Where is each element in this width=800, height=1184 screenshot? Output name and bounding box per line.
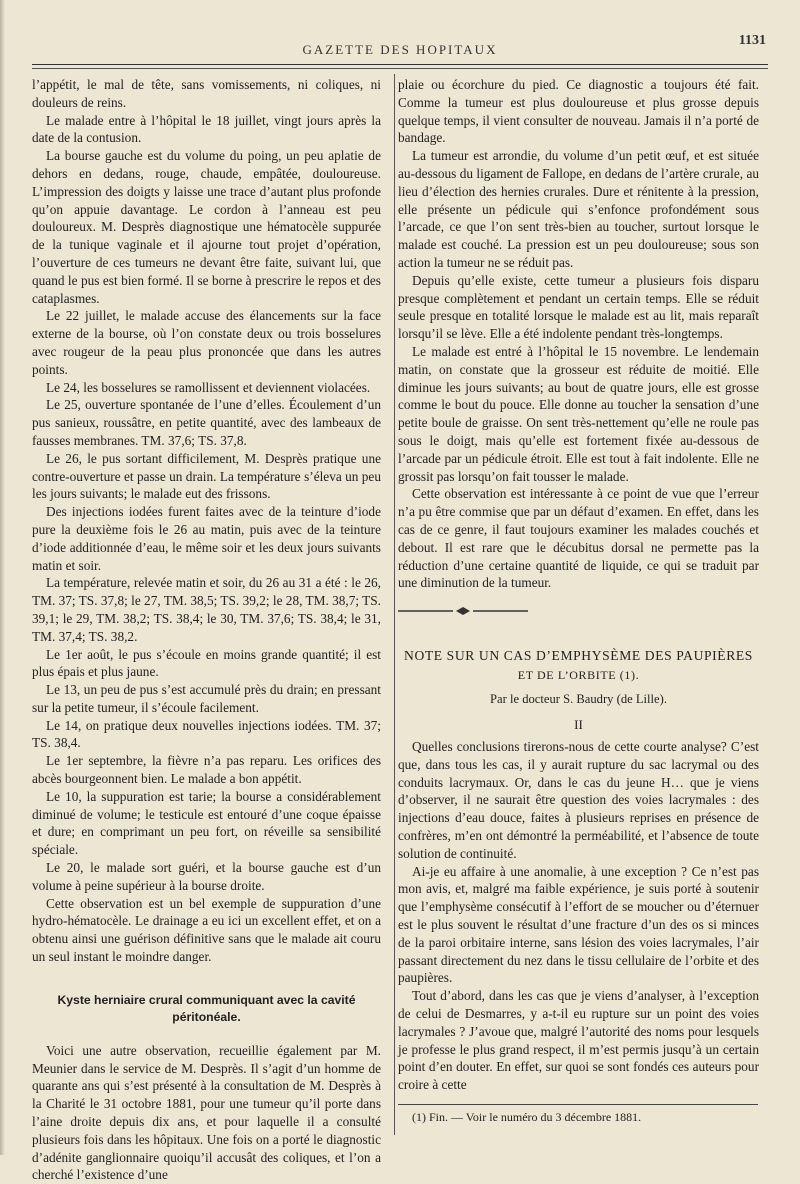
- section-title: Kyste herniaire crural communiquant avec la cavité péritonéale.: [57, 992, 356, 1024]
- paragraph: Le 1er août, le pus s’écoule en moins grande quantité; il est plus épais et plus jaune.: [32, 646, 381, 680]
- paragraph: Le 20, le malade sort guéri, et la bourse gauche est d’un volume à peine supérieur à la bourse droite.: [32, 860, 381, 893]
- paragraph: La température, relevée matin et soir, du 26 au 31 a été : le 26, TM. 37; TS. 37,8; le 27, TM. 38,5; TS. 39,2; le 28, TM. 38,7; TS. 39,1; le 29, TM. 38,2; TS. 38,4; le 30, TM. 37,6; TS. 38,4; le 31, TM. 37,4; TS. 38,2.: [32, 575, 381, 644]
- page-number: 1131: [738, 33, 766, 48]
- paragraph: Le malade est entré à l’hôpital le 15 novembre. Le lendemain matin, on constate que la grosseur est réduite de moitié. Elle diminue les jours suivants; au bout de quatre jours, elle est grosse comme le bout du pouce. Elle donne au toucher la sensation d’une petite boule de graisse. On sent très-nettement qu’elle ne roule pas sous le doigt, mais qu’elle est fortement fixée au-dessous de l’arcade par un pédicule étroit. Elle est tout à fait indolente. Elle ne grossit pas lorsqu’on fait tousser le malade.: [398, 343, 759, 484]
- note-title: NOTE SUR UN CAS D’EMPHYSÈME DES PAUPIÈRES: [404, 647, 753, 663]
- paragraph: La bourse gauche est du volume du poing, un peu aplatie de dehors en dedans, rouge, chaude, empâtée, douloureuse. L’impression des doigts y laisse une trace d’autant plus profonde qu’on appuie davantage. Le cordon à l’anneau est peu douloureux. M. Desprès diagnostique une hématocèle suppurée de la tunique vaginale et il ajourne tout projet d’opération, l’ouverture de ces tumeurs ne devant être faite, suivant lui, que quand le pus est bien formé. Il se borne à prescrire le repos et des cataplasmes.: [32, 148, 381, 306]
- paragraph: Le 13, un peu de pus s’est accumulé près du drain; en pressant sur la petite tumeur, il s’écoule facilement.: [32, 682, 381, 715]
- ornament-divider-icon: [398, 606, 528, 616]
- paragraph: Le 24, les bosselures se ramollissent et deviennent violacées.: [46, 379, 371, 395]
- paragraph: Voici une autre observation, recueillie également par M. Meunier dans le service de M. Desprès. Il s’agit d’un homme de quarante ans qui s’est présenté à la consultation de M. Desprès à la Charité le 31 octobre 1881, pour une tumeur qu’il porte dans l’aine droite depuis dix ans, et pour laquelle il a consulté plusieurs fois dans les hôpitaux. Une fois on a porté le diagnostic d’adénite ganglionnaire quoiqu’il accusât des coliques, et l’on a cherché l’existence d’une: [32, 1042, 381, 1183]
- footnote: (1) Fin. — Voir le numéro du 3 décembre 1881.: [412, 1110, 642, 1125]
- paragraph: Le 22 juillet, le malade accuse des élancements sur la face externe de la bourse, où l’on constate deux ou trois bosselures avec rougeur de la peau plus prononcée que dans les autres points.: [32, 308, 381, 377]
- paragraph: Le 25, ouverture spontanée de l’une d’elles. Écoulement d’un pus sanieux, roussâtre, en petite quantité, avec des lambeaux de fausses membranes. TM. 37,6; TS. 37,8.: [32, 397, 381, 448]
- paragraph: plaie ou écorchure du pied. Ce diagnostic a toujours été fait. Comme la tumeur est plus douloureuse et plus grosse depuis quelque temps, il vient consulter de nouveau. Jamais il n’a porté de bandage.: [398, 77, 759, 146]
- footnote-rule: [398, 1104, 758, 1105]
- header-rule: [32, 64, 768, 65]
- page-gutter-shadow: [0, 0, 5, 1155]
- section-number: II: [574, 717, 583, 733]
- note-subtitle: ET DE L’ORBITE (1).: [517, 667, 640, 682]
- column-separator: [394, 74, 395, 1135]
- paragraph: Le 1er septembre, la fièvre n’a pas reparu. Les orifices des abcès bourgeonnent bien. Le malade a bon appétit.: [32, 753, 381, 787]
- running-title: GAZETTE DES HOPITAUX: [302, 42, 498, 57]
- paragraph: Le malade entre à l’hôpital le 18 juillet, vingt jours après la date de la contusion.: [32, 112, 381, 146]
- right-column: [398, 76, 759, 1127]
- paragraph: Depuis qu’elle existe, cette tumeur a plusieurs fois disparu presque complètement et pendant un certain temps. Elle se réduit seule presque en totalité lorsque le malade est au lit, mais reparaît lorsqu’il se lève. Elle a été indolente pendant très-longtemps.: [398, 272, 759, 342]
- paragraph: Tout d’abord, dans les cas que je viens d’analyser, à l’exception de celui de Desmarres, y a-t-il eu rupture sur un point des voies lacrymales ? J’avoue que, malgré l’autorité des noms pour lesquels je professe le plus grand respect, il m’est permis jusqu’à un certain point d’en douter. En effet, sur quoi se sont fondés ces auteurs pour croire à cette: [398, 988, 759, 1093]
- paragraph: l’appétit, le mal de tête, sans vomissements, ni coliques, ni douleurs de reins.: [32, 77, 381, 110]
- note-author: Par le docteur S. Baudry (de Lille).: [490, 691, 667, 706]
- paragraph: Ai-je eu affaire à une anomalie, à une exception ? Ce n’est pas mon avis, et, malgré ma faible expérience, je suis porté à soutenir que l’emphysème consécutif à l’effort de se moucher ou d’éternuer est le plus souvent le résultat d’une fracture d’un des os si minces de la paroi orbitaire interne, sans lésion des voies lacrymales, l’air passant directement du nez dans le tissu cellulaire de l’orbite et des paupières.: [398, 863, 759, 986]
- paragraph: La tumeur est arrondie, du volume d’un petit œuf, et est située au-dessous du ligament de Fallope, en dedans de l’artère crurale, au lieu d’élection des hernies crurales. Dure et rénitente à la pression, elle présente un pédicule qui s’enfonce profondément sous l’arcade, ce que l’on sent très-bien au toucher, surtout lorsque le malade est couché. La pression est un peu douloureuse; sous son action la tumeur ne se réduit pas.: [398, 148, 759, 270]
- paragraph: Le 10, la suppuration est tarie; la bourse a considérablement diminué de volume; le testicule est entouré d’une coque épaisse et dure; en comprimant un peu fort, on réveille sa sensibilité spéciale.: [32, 788, 381, 858]
- paragraph: Le 26, le pus sortant difficilement, M. Desprès pratique une contre-ouverture et passe un drain. La température s’éleva un peu les jours suivants; le malade eut des frissons.: [32, 450, 381, 502]
- paragraph: Des injections iodées furent faites avec de la teinture d’iode pure la deuxième fois le 26 au matin, puis avec de la teinture d’iode additionnée d’eau, le même soir et les deux jours suivants matin et soir.: [32, 504, 381, 573]
- left-column: [32, 76, 381, 1184]
- header-rule-thin: [32, 68, 768, 69]
- paragraph: Le 14, on pratique deux nouvelles injections iodées. TM. 37; TS. 38,4.: [32, 717, 381, 751]
- paragraph: Cette observation est intéressante à ce point de vue que l’erreur n’a pu être commise que par un défaut d’examen. En effet, dans les cas de ce genre, il faut toujours examiner les malades couchés et debout. Il est rare que le décubitus dorsal ne permette pas la réduction d’une certaine quantité de liquide, ce qui se traduit par une diminution de la tumeur.: [398, 486, 759, 591]
- paragraph: Cette observation est un bel exemple de suppuration d’une hydro-hématocèle. Le drainage a eu ici un excellent effet, et on a obtenu ainsi une guérison définitive sans que le malade ait couru un seul instant le moindre danger.: [32, 895, 381, 965]
- paragraph: Quelles conclusions tirerons-nous de cette courte analyse? C’est que, dans tous les cas, il y aurait rupture du sac lacrymal ou des conduits lacrymaux. Or, dans le cas du jeune H… que je viens d’observer, il ne saurait être question des voies lacrymales : des injections d’eau douce, faites à plusieurs reprises en présence de confrères, m’en ont démontré la perméabilité, et l’absence de toute solution de continuité.: [398, 739, 759, 861]
